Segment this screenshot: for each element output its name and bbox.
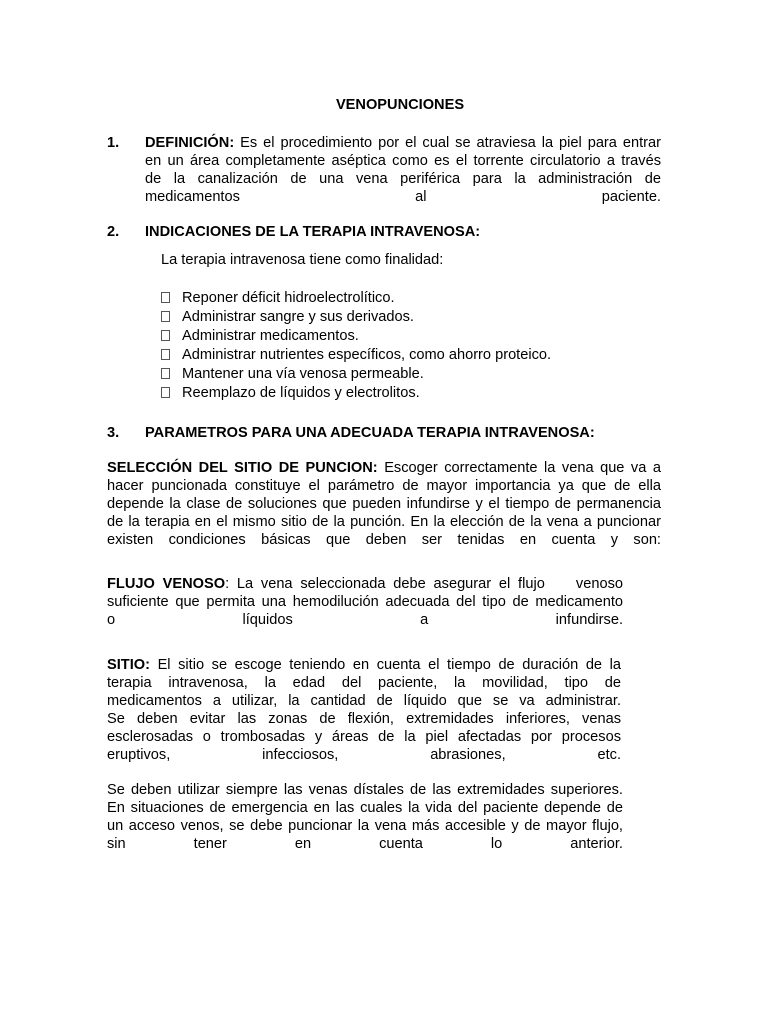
list-item-text: Administrar sangre y sus derivados. <box>182 308 414 325</box>
list-item <box>161 383 551 402</box>
section-1-definition <box>145 134 661 206</box>
sitio-text: El sitio se escoge teniendo en cuenta el tiempo de duración de la <box>149 657 621 673</box>
final-line: Se deben utilizar siempre las venas dístales de las extremidades superiores. <box>107 782 623 798</box>
flujo-line: suficiente que permita una hemodilución adecuada del tipo de medicamento <box>107 594 623 610</box>
section-1-heading: DEFINICIÓN: <box>145 135 235 151</box>
final-paragraph <box>107 781 623 853</box>
sitio-line: esclerosadas o trombosadas y áreas de la piel afectadas por procesos <box>107 729 621 745</box>
seleccion-line: depende la clase de soluciones que pueden infundirse y el tiempo de permanencia <box>107 496 661 512</box>
list-item <box>161 307 551 326</box>
section-3-heading: PARAMETROS PARA UNA ADECUADA TERAPIA INTRAVENOSA: <box>145 425 595 441</box>
list-item-text: Administrar medicamentos. <box>182 327 359 344</box>
list-item-text: Administrar nutrientes específicos, como ahorro proteico. <box>182 346 552 363</box>
seleccion-line: existen condiciones básicas que deben ser tenidas en cuenta y son: <box>107 532 661 548</box>
seleccion-label: SELECCIÓN DEL SITIO DE PUNCION: <box>107 460 378 476</box>
seleccion-line: hacer puncionada constituye el parámetro de mayor importancia ya que de ella <box>107 478 661 494</box>
document-title: VENOPUNCIONES <box>335 97 465 113</box>
sitio-line: medicamentos a utilizar, la cantidad de líquido que se va administrar. <box>107 693 621 709</box>
list-item-text: Reponer déficit hidroelectrolítico. <box>182 289 395 306</box>
section-2-heading: INDICACIONES DE LA TERAPIA INTRAVENOSA: <box>145 224 481 240</box>
seleccion-line: de la terapia en el mismo sitio de la punción. En la elección de la vena a puncionar <box>107 514 661 530</box>
checkbox-bullet-icon <box>161 368 170 379</box>
seleccion-paragraph <box>107 459 661 549</box>
section-2-number: 2. <box>107 224 120 240</box>
checkbox-bullet-icon <box>161 330 170 341</box>
sitio-line: terapia intravenosa, la edad del paciente, la movilidad, tipo de <box>107 675 621 691</box>
section-1-line: medicamentos al paciente. <box>145 189 661 205</box>
list-item <box>161 345 551 364</box>
sitio-line: Se deben evitar las zonas de flexión, extremidades inferiores, venas <box>107 711 621 727</box>
final-line: sin tener en cuenta lo anterior. <box>107 836 623 852</box>
flujo-text: : La vena seleccionada debe asegurar el flujo venoso <box>225 576 623 592</box>
list-item <box>161 288 551 307</box>
checkbox-bullet-icon <box>161 311 170 322</box>
section-2-intro: La terapia intravenosa tiene como finalidad: <box>161 252 444 268</box>
final-line: En situaciones de emergencia en las cuales la vida del paciente depende de <box>107 800 623 816</box>
list-item-text: Reemplazo de líquidos y electrolitos. <box>182 384 420 401</box>
section-1-line: en un área completamente aséptica como es el torrente circulatorio a través <box>145 153 661 169</box>
section-3-number: 3. <box>107 425 120 441</box>
list-item <box>161 364 551 383</box>
sitio-paragraph <box>107 656 621 764</box>
checkbox-bullet-icon <box>161 387 170 398</box>
section-1-number: 1. <box>107 135 120 151</box>
list-item <box>161 326 551 345</box>
section-1-text: Es el procedimiento por el cual se atraviesa la piel para entrar <box>234 135 661 151</box>
checkbox-bullet-icon <box>161 349 170 360</box>
indications-list <box>161 288 551 402</box>
flujo-line <box>107 575 623 593</box>
checkbox-bullet-icon <box>161 292 170 303</box>
section-1-line <box>145 134 661 152</box>
sitio-label: SITIO: <box>107 657 150 673</box>
section-1-line: de la canalización de una vena periférica para la administración de <box>145 171 661 187</box>
sitio-line <box>107 656 621 674</box>
flujo-paragraph <box>107 575 623 629</box>
seleccion-text: Escoger correctamente la vena que va a <box>377 460 661 476</box>
flujo-label: FLUJO VENOSO <box>107 576 226 592</box>
flujo-line: o líquidos a infundirse. <box>107 612 623 628</box>
list-item-text: Mantener una vía venosa permeable. <box>182 365 424 382</box>
sitio-line: eruptivos, infecciosos, abrasiones, etc. <box>107 747 621 763</box>
seleccion-line <box>107 459 661 477</box>
final-line: un acceso venos, se debe puncionar la vena más accesible y de mayor flujo, <box>107 818 623 834</box>
